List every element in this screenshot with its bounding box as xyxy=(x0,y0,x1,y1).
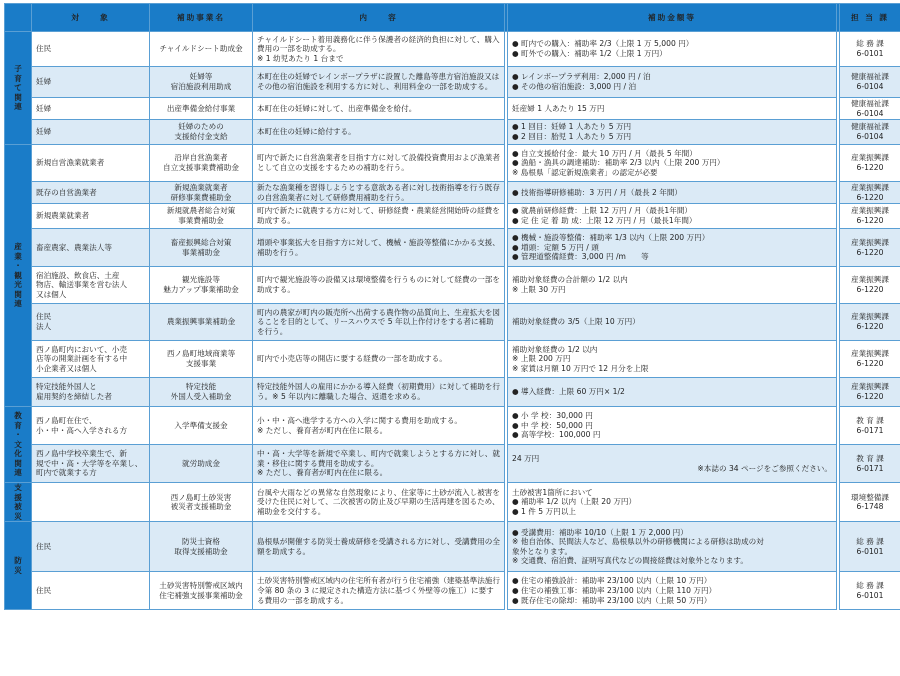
dept-cell-line: 健康福祉課 xyxy=(851,122,889,132)
content-cell-line: 町内で小売店等の開店に要する経費の一部を助成する。 xyxy=(257,354,447,364)
program-cell-line: 就労助成金 xyxy=(182,458,220,468)
program-cell xyxy=(150,304,253,341)
target-cell-line: 雇用契約を締結した者 xyxy=(36,392,112,401)
amount-cell-line: ● 1 回目：妊婦 1 人あたり 5 万円 xyxy=(512,122,632,132)
amount-cell xyxy=(508,483,837,522)
dept-cell-line: 6-0101 xyxy=(856,590,884,600)
amount-cell xyxy=(508,204,837,229)
target-cell-line: 物店、輸送事業を営む法人 xyxy=(36,280,128,290)
dept-cell xyxy=(840,304,900,341)
program-cell xyxy=(150,341,253,378)
table-row xyxy=(5,267,900,304)
content-cell-line: ※ ただし、養育者が町内在住に限る。 xyxy=(257,468,388,478)
table-row xyxy=(5,572,900,610)
category-char: 教 xyxy=(14,410,22,420)
amount-cell-line: ※本誌の 34 ページをご参照ください。 xyxy=(697,463,832,473)
dept-header: 担 当 課 xyxy=(840,4,900,32)
target-cell xyxy=(32,572,150,610)
program-cell xyxy=(150,522,253,572)
content-cell xyxy=(253,483,505,522)
content-cell xyxy=(253,145,505,182)
content-cell-line: 増頭や事業拡大を目指す方に対して、機械・施設等整備にかかる支援、補助を行う。 xyxy=(257,237,500,257)
dept-cell-line: 6-0171 xyxy=(856,425,884,435)
amount-cell-line: 土砂被害1箇所において xyxy=(512,487,593,497)
program-cell-line: 観光施設等 xyxy=(182,275,220,285)
content-cell-line: 島根県が開催する防災士養成研修を受講される方に対し、受講費用の全額を助成する。 xyxy=(257,537,500,556)
dept-cell xyxy=(840,145,900,182)
amount-cell xyxy=(508,304,837,341)
amount-cell-line: 補助対象経費の 1/2 以内 xyxy=(512,344,598,354)
program-cell-line: 土砂災害特別警戒区域内 xyxy=(159,581,243,591)
target-cell-line: 妊婦 xyxy=(36,77,52,87)
program-cell-line: 出産準備金給付事業 xyxy=(166,103,236,113)
dept-cell-line: 産業振興課 xyxy=(851,206,889,216)
table-row xyxy=(5,145,900,182)
dept-cell xyxy=(840,32,900,67)
amount-cell xyxy=(508,572,837,610)
amount-cell xyxy=(508,229,837,267)
amount-cell-line: ※ 島根県「認定新規漁業者」の認定が必要 xyxy=(512,167,658,177)
dept-cell xyxy=(840,445,900,483)
target-cell xyxy=(32,32,150,67)
program-cell-line: 研修事業費補助金 xyxy=(170,192,232,202)
target-cell-line: 西ノ島町在住で、 xyxy=(36,415,97,425)
target-header: 対 象 xyxy=(32,4,150,32)
program-cell-line: 住宅補強支援事業補助金 xyxy=(159,590,243,600)
program-cell-line: 沿岸自営漁業者 xyxy=(174,153,228,163)
amount-cell xyxy=(508,67,837,98)
category-char: ・ xyxy=(14,261,22,271)
target-cell xyxy=(32,204,150,229)
category-char: 災 xyxy=(14,565,22,575)
category-char: 育 xyxy=(14,420,22,430)
dept-cell-line: 産業振興課 xyxy=(851,349,889,359)
dept-cell-line: 健康福祉課 xyxy=(851,72,889,82)
amount-cell xyxy=(508,32,837,67)
dept-cell xyxy=(840,98,900,120)
table-row xyxy=(5,182,900,204)
content-cell-line: ※ 1 幼児あたり 1 台まで xyxy=(257,53,344,63)
target-cell-line: 住民 xyxy=(36,542,52,552)
dept-cell-line: 6-1220 xyxy=(856,285,884,294)
amount-cell-line: ● 定 住 定 着 助 成：上限 12 万円 / 月（最長1年間） xyxy=(512,216,697,225)
category-disaster-support xyxy=(5,483,32,522)
program-cell xyxy=(150,445,253,483)
content-header: 内 容 xyxy=(253,4,505,32)
category-char: 子 xyxy=(14,64,22,74)
program-cell-line: 畜産振興総合対策 xyxy=(170,237,232,247)
amount-cell xyxy=(508,267,837,304)
content-cell-line: 特定技能外国人の雇用にかかる導入経費（初期費用）に対して補助を行う。※ 5 年以内に離職した場合、返還を求める。 xyxy=(257,382,500,401)
category-char: 観 xyxy=(14,270,22,280)
program-cell-line: 農業振興事業補助金 xyxy=(166,317,236,327)
program-cell-line: 支援事業 xyxy=(185,359,217,368)
table-row xyxy=(5,204,900,229)
content-cell xyxy=(253,304,505,341)
program-cell xyxy=(150,483,253,522)
table-row xyxy=(5,445,900,483)
content-cell xyxy=(253,204,505,229)
amount-cell-line: ● 町内での購入：補助率 2/3（上限 1 万 5,000 円） xyxy=(512,39,694,49)
content-cell xyxy=(253,67,505,98)
program-cell xyxy=(150,229,253,267)
category-char: 支 xyxy=(14,483,22,492)
target-cell xyxy=(32,407,150,445)
amount-cell-line: ● レインボープラザ利用：2,000 円 / 泊 xyxy=(512,72,651,82)
dept-cell-line: 産業振興課 xyxy=(851,382,889,392)
amount-cell-line: ● 中 学 校：50,000 円 xyxy=(512,420,593,430)
category-education xyxy=(5,407,32,483)
dept-cell-line: 6-1220 xyxy=(856,322,884,331)
amount-cell-line: ● 技術指導研修補助：3 万円 / 月（最長 2 年間） xyxy=(512,187,683,197)
content-cell xyxy=(253,572,505,610)
target-cell-line: 特定技能外国人と xyxy=(36,382,97,392)
content-cell-line: 町内の農家が町内の販売所へ出荷する農作物の品質向上、生産拡大を図ることを目的として、リースハウスで 5 年以上作付けをする者に補助を行う。 xyxy=(257,307,500,336)
program-cell-line: 事業費補助金 xyxy=(178,216,224,225)
category-char: 産 xyxy=(14,241,22,251)
program-cell xyxy=(150,32,253,67)
table-row xyxy=(5,120,900,145)
content-cell-line: 本町在住の妊婦に対して、出産準備金を給付。 xyxy=(257,103,417,113)
table-row xyxy=(5,483,900,522)
dept-cell xyxy=(840,267,900,304)
content-cell xyxy=(253,182,505,204)
dept-cell-line: 健康福祉課 xyxy=(851,98,889,108)
target-cell-line: 小企業者又は個人 xyxy=(36,363,97,373)
program-cell-line: 外国人受入補助金 xyxy=(170,392,232,401)
dept-cell-line: 環境整備課 xyxy=(851,492,889,502)
content-cell-line: 町内で新たに就農する方に対して、研修経費・農業経営開始時の経費を助成する。 xyxy=(257,206,500,225)
amount-cell-line: ● 機械・施設等整備：補助率 1/3 以内（上限 200 万円） xyxy=(512,233,710,243)
program-cell-line: 西ノ島町土砂災害 xyxy=(170,492,232,502)
program-cell xyxy=(150,267,253,304)
category-char: 連 xyxy=(14,102,22,112)
program-cell xyxy=(150,145,253,182)
dept-cell xyxy=(840,341,900,378)
target-cell-line: 住民 xyxy=(36,312,52,322)
amount-cell-line: ● 就農前研修経費：上限 12 万円 / 月（最長1年間） xyxy=(512,206,693,216)
content-cell-line: 小・中・高へ進学する方への入学に関する費用を助成する。 xyxy=(257,415,463,425)
dept-cell-line: 6-1220 xyxy=(856,163,884,172)
program-cell-line: 事業補助金 xyxy=(182,247,220,257)
target-cell-line: 規で中・高・大学等を卒業し、 xyxy=(36,458,143,468)
program-cell xyxy=(150,67,253,98)
category-char: て xyxy=(14,83,22,93)
dept-cell-line: 総 務 課 xyxy=(856,537,884,547)
program-cell xyxy=(150,120,253,145)
program-cell-line: 支援給付金支給 xyxy=(174,132,228,141)
amount-cell-line: ● 補助率 1/2 以内（上限 20 万円） xyxy=(512,497,637,507)
dept-cell xyxy=(840,67,900,98)
dept-cell xyxy=(840,407,900,445)
category-childcare xyxy=(5,32,32,145)
table-row xyxy=(5,229,900,267)
program-cell-line: 西ノ島町地域商業等 xyxy=(166,349,236,359)
content-cell-line: ※ ただし、養育者が町内在住に限る。 xyxy=(257,425,388,435)
content-cell xyxy=(253,120,505,145)
program-cell-line: 被災者支援補助金 xyxy=(170,502,232,512)
category-char: 援 xyxy=(14,492,22,502)
dept-cell-line: 6-1220 xyxy=(856,216,884,225)
table-row xyxy=(5,32,900,67)
target-cell-line: 又は個人 xyxy=(36,289,67,299)
content-cell xyxy=(253,98,505,120)
amount-cell-line: ● その他の宿泊施設：3,000 円 / 泊 xyxy=(512,82,637,91)
target-cell xyxy=(32,483,150,522)
program-cell xyxy=(150,378,253,407)
target-cell-line: 西ノ島中学校卒業生で、新 xyxy=(36,449,127,459)
program-cell-line: 防災士資格 xyxy=(182,537,220,547)
target-cell-line: 住民 xyxy=(36,44,52,54)
table-row xyxy=(5,98,900,120)
amount-cell xyxy=(508,407,837,445)
content-cell xyxy=(253,522,505,572)
dept-cell xyxy=(840,229,900,267)
target-cell-line: 新規自営漁業就業者 xyxy=(36,158,105,168)
category-char: 光 xyxy=(14,280,22,290)
category-char: 災 xyxy=(14,511,22,521)
program-header: 補助事業名 xyxy=(150,4,253,32)
amount-cell-line: ● 漁船・漁具の調達補助：補助率 2/3 以内（上限 200 万円） xyxy=(512,158,725,168)
amount-cell xyxy=(508,445,837,483)
dept-cell-line: 6-1220 xyxy=(856,192,884,202)
program-cell-line: 入学準備支援金 xyxy=(174,420,228,430)
dept-cell-line: 6-0101 xyxy=(856,49,884,58)
program-cell xyxy=(150,204,253,229)
dept-cell xyxy=(840,182,900,204)
amount-cell-line: ● 受講費用：補助率 10/10（上限 1 万 2,000 円） xyxy=(512,527,688,537)
program-cell-line: 自立支援事業費補助金 xyxy=(163,163,239,172)
dept-cell-line: 6-1748 xyxy=(856,502,884,512)
program-cell xyxy=(150,182,253,204)
program-cell-line: 特定技能 xyxy=(185,382,217,392)
dept-cell-line: 総 務 課 xyxy=(856,581,884,591)
target-cell xyxy=(32,67,150,98)
amount-cell xyxy=(508,341,837,378)
category-char: 関 xyxy=(14,289,22,299)
target-cell xyxy=(32,341,150,378)
content-cell xyxy=(253,267,505,304)
target-cell xyxy=(32,145,150,182)
target-cell xyxy=(32,182,150,204)
amount-cell xyxy=(508,98,837,120)
dept-cell-line: 産業振興課 xyxy=(851,312,889,322)
dept-cell xyxy=(840,204,900,229)
dept-cell-line: 6-0171 xyxy=(856,463,884,473)
dept-cell xyxy=(840,378,900,407)
category-char: 化 xyxy=(14,449,22,459)
category-disaster-prevention xyxy=(5,522,32,610)
target-cell-line: 妊婦 xyxy=(36,103,52,113)
amount-cell-line: ● 1 件 5 万円以上 xyxy=(512,506,576,516)
dept-cell xyxy=(840,483,900,522)
amount-cell-line: ※ 交通費、宿泊費、証明写真代などの間接経費は対象外となります。 xyxy=(512,556,748,566)
program-cell-line: 妊婦のための xyxy=(178,122,224,132)
content-cell xyxy=(253,32,505,67)
target-cell-line: 宿泊施設、飲食店、土産 xyxy=(36,270,120,280)
table-row xyxy=(5,522,900,572)
table-row xyxy=(5,378,900,407)
program-cell xyxy=(150,407,253,445)
category-char: 育 xyxy=(14,73,22,83)
amount-cell-line: ● 高等学校：100,000 円 xyxy=(512,430,601,440)
subsidy-table xyxy=(4,3,900,610)
target-cell-line: 新規農業就業者 xyxy=(36,211,90,221)
dept-cell-line: 6-0104 xyxy=(856,82,884,91)
category-char: 被 xyxy=(14,502,22,512)
dept-cell xyxy=(840,120,900,145)
amount-cell-line: 妊産婦 1 人あたり 15 万円 xyxy=(512,103,605,113)
table-row xyxy=(5,341,900,378)
target-cell xyxy=(32,445,150,483)
amount-cell xyxy=(508,120,837,145)
dept-cell-line: 6-0104 xyxy=(856,132,884,141)
target-cell-line: 小・中・高へ入学される方 xyxy=(36,425,128,435)
category-char: 業 xyxy=(14,251,22,261)
dept-cell-line: 総 務 課 xyxy=(856,39,884,49)
dept-cell xyxy=(840,572,900,610)
dept-cell-line: 6-1220 xyxy=(856,247,884,257)
program-cell-line: チャイルドシート助成金 xyxy=(159,44,243,54)
category-char: 連 xyxy=(14,299,22,309)
content-cell xyxy=(253,229,505,267)
amount-cell-line: ● 管理道整備経費：3,000 円 /m 等 xyxy=(512,252,649,262)
program-cell-line: 取得支援補助金 xyxy=(174,546,228,556)
target-cell xyxy=(32,522,150,572)
program-cell-line: 新規漁業就業者 xyxy=(174,182,228,192)
table-row xyxy=(5,67,900,98)
amount-cell-line: 補助対象経費の合計額の 1/2 以内 xyxy=(512,275,628,285)
amount-header: 補助金額等 xyxy=(508,4,837,32)
program-cell xyxy=(150,98,253,120)
content-cell xyxy=(253,407,505,445)
amount-cell-line: 象外となります。 xyxy=(512,546,573,556)
amount-cell-line: ● 増頭：定額 5 万円 / 頭 xyxy=(512,242,599,252)
dept-cell-line: 産業振興課 xyxy=(851,153,889,163)
amount-cell-line: ● 既存住宅の除却：補助率 23/100 以内（上限 50 万円） xyxy=(512,595,712,605)
target-cell-line: 法人 xyxy=(36,322,52,331)
dept-cell-line: 産業振興課 xyxy=(851,182,889,192)
program-cell-line: 魅力アップ事業補助金 xyxy=(163,285,239,294)
table-header-row xyxy=(5,4,900,32)
target-cell-line: 妊婦 xyxy=(36,127,52,137)
category-char: 関 xyxy=(14,458,22,468)
target-cell xyxy=(32,120,150,145)
amount-cell xyxy=(508,182,837,204)
content-cell-line: 町内で観光施設等の設備又は環境整備を行うものに対して経費の一部を助成する。 xyxy=(257,275,500,294)
amount-cell-line: ● 住宅の補強設計：補助率 23/100 以内（上限 10 万円） xyxy=(512,576,712,586)
target-cell-line: 畜産農家、農業法人等 xyxy=(36,242,112,252)
content-cell-line: 台風や大雨などの異常な自然現象により、住家等に土砂が流入し被害を受けた住民に対して、二次被害の防止及び早期の生活再建を図るため、補助金を交付する。 xyxy=(257,487,500,516)
category-char: 連 xyxy=(14,468,22,478)
table-row xyxy=(5,407,900,445)
content-cell-line: 中・高・大学等を新規で卒業し、町内で就業しようとする方に対し、就業・移住に関する費用を助成する。 xyxy=(257,449,500,468)
dept-cell-line: 6-0104 xyxy=(856,108,884,118)
category-char: 文 xyxy=(14,439,22,449)
table-row xyxy=(5,304,900,341)
content-cell xyxy=(253,341,505,378)
target-cell-line: 住民 xyxy=(36,586,52,596)
content-cell-line: 土砂災害特別警戒区域内の住宅所有者が行う住宅補強（建築基準法施行令第 80 条の 3 に規定された構造方法に基づく外壁等の施工）に要する費用の一部を助成する。 xyxy=(257,576,500,605)
category-char: 防 xyxy=(14,556,22,566)
target-cell-line: 既存の自営漁業者 xyxy=(36,187,97,197)
target-cell xyxy=(32,229,150,267)
content-cell-line: 本町在住の妊婦に給付する。 xyxy=(257,127,356,137)
category-char: ・ xyxy=(14,430,22,440)
amount-cell-line: ※ 他自治体、民間法人など、島根県以外の研修機関による研修は助成の対 xyxy=(512,537,764,547)
content-cell xyxy=(253,378,505,407)
content-cell xyxy=(253,445,505,483)
content-cell-line: 本町在住の妊婦でレインボープラザに設置した離島等患方宿泊施設又はその他の宿泊施設を利用する方に対し、利用料金の一部を助成する。 xyxy=(257,72,500,91)
target-cell xyxy=(32,378,150,407)
amount-cell-line: ● 導入経費：上限 60 万円× 1/2 xyxy=(512,387,625,397)
target-cell xyxy=(32,304,150,341)
category-char: 関 xyxy=(14,92,22,102)
amount-cell-line: ● 自立支援給付金：最大 10 万円 / 月（最長 5 年間） xyxy=(512,148,697,158)
amount-cell-line: ● 小 学 校：30,000 円 xyxy=(512,411,593,421)
amount-cell xyxy=(508,145,837,182)
amount-cell-line: ※ 上限 30 万円 xyxy=(512,285,566,294)
amount-cell-line: ● 2 回目：胎児 1 人あたり 5 万円 xyxy=(512,132,632,141)
amount-cell-line: ● 町外での購入：補助率 1/2（上限 1 万円） xyxy=(512,49,667,58)
dept-cell-line: 教 育 課 xyxy=(856,453,884,463)
program-cell xyxy=(150,572,253,610)
content-cell-line: チャイルドシート着用義務化に伴う保護者の経済的負担に対して、購入費用の一部を助成する。 xyxy=(257,34,500,54)
amount-cell-line: ※ 家賃は月額 10 万円で 12 月分を上限 xyxy=(512,363,649,373)
dept-cell-line: 6-0101 xyxy=(856,546,884,556)
amount-cell-line: ● 住宅の補強工事：補助率 23/100 以内（上限 110 万円） xyxy=(512,586,717,596)
dept-cell-line: 産業振興課 xyxy=(851,237,889,247)
category-header xyxy=(5,4,32,32)
amount-cell xyxy=(508,378,837,407)
amount-cell-line: 補助対象経費の 3/5（上限 10 万円） xyxy=(512,317,640,327)
dept-cell-line: 産業振興課 xyxy=(851,275,889,285)
target-cell xyxy=(32,267,150,304)
dept-cell-line: 教 育 課 xyxy=(856,415,884,425)
program-cell-line: 宿泊施設利用助成 xyxy=(170,82,232,91)
amount-cell xyxy=(508,522,837,572)
amount-cell-line: ※ 上限 200 万円 xyxy=(512,354,571,364)
dept-cell xyxy=(840,522,900,572)
target-cell-line: 町内で就業する方 xyxy=(36,468,97,478)
target-cell-line: 店等の開業計画を有する中 xyxy=(36,354,128,364)
target-cell-line: 西ノ島町内において、小売 xyxy=(36,344,127,354)
target-cell xyxy=(32,98,150,120)
dept-cell-line: 6-1220 xyxy=(856,359,884,368)
dept-cell-line: 6-1220 xyxy=(856,392,884,401)
program-cell-line: 新規就農者総合対策 xyxy=(166,206,236,216)
amount-cell-line: 24 万円 xyxy=(512,453,540,463)
program-cell-line: 妊婦等 xyxy=(189,72,213,82)
category-industry xyxy=(5,145,32,407)
content-cell-line: 町内で新たに自営漁業者を目指す方に対して設備投資費用および漁業者として自立の支援をするための補助を行う。 xyxy=(257,153,500,172)
content-cell-line: 新たな漁業種を習得しようとする意欲ある者に対し技術指導を行う既存の自営漁業者に対して研修費用補助を行う。 xyxy=(257,182,500,202)
